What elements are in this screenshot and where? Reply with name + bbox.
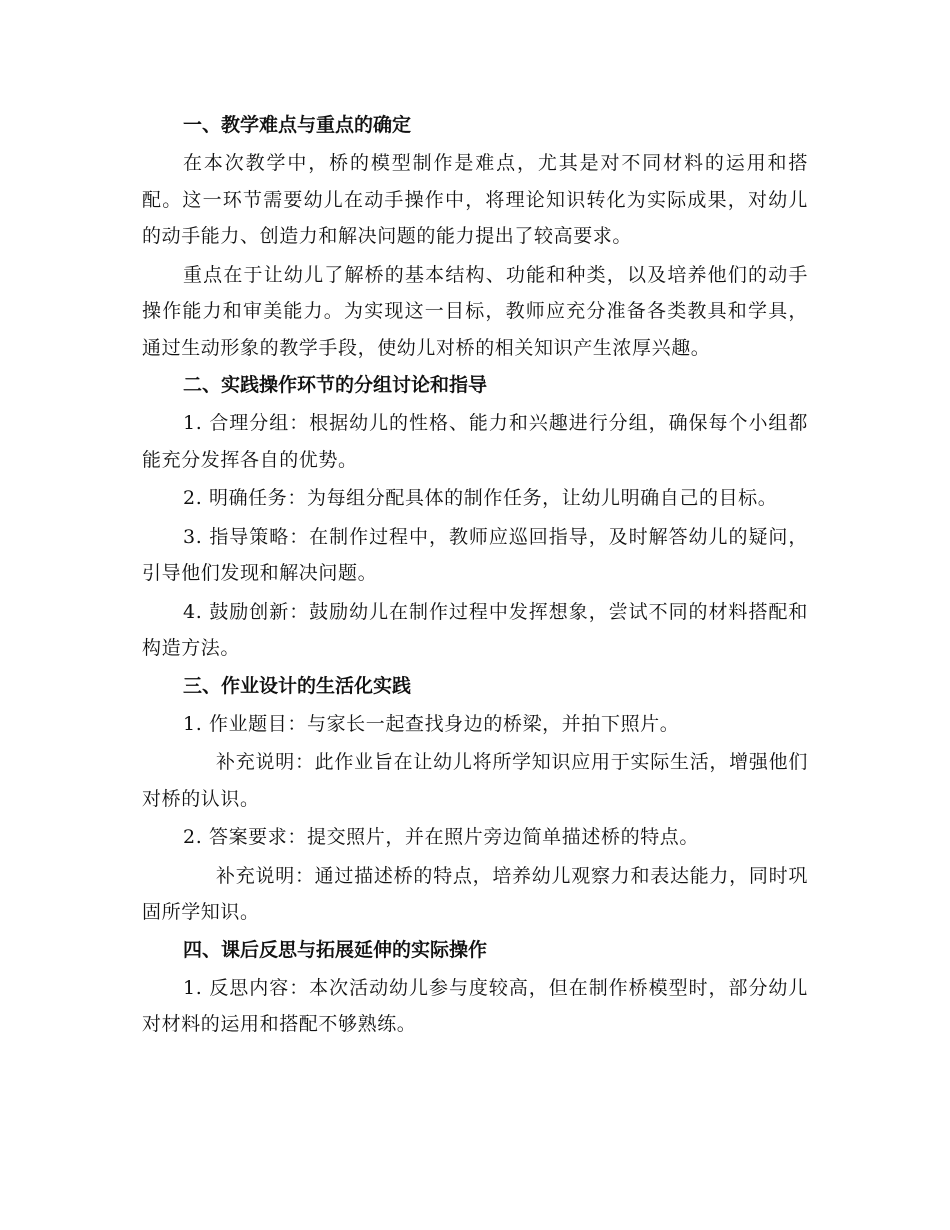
document-page xyxy=(142,108,808,1045)
list-item: 3. 指导策略：在制作过程中，教师应巡回指导，及时解答幼儿的疑问，引导他们发现和解决问题。 xyxy=(142,525,808,584)
list-item: 2. 答案要求：提交照片，并在照片旁边简单描述桥的特点。 xyxy=(183,826,699,848)
paragraph: 在本次教学中，桥的模型制作是难点，尤其是对不同材料的运用和搭配。这一环节需要幼儿在动手操作中，将理论知识转化为实际成果，对幼儿的动手能力、创造力和解决问题的能力提出了较高要求。 xyxy=(142,152,808,247)
list-item: 1. 反思内容：本次活动幼儿参与度较高，但在制作桥模型时，部分幼儿对材料的运用和搭配不够熟练。 xyxy=(142,976,808,1035)
section-heading: 三、作业设计的生活化实践 xyxy=(183,674,412,697)
supplementary-note: 补充说明：通过描述桥的特点，培养幼儿观察力和表达能力，同时巩固所学知识。 xyxy=(142,864,808,923)
list-item: 4. 鼓励创新：鼓励幼儿在制作过程中发挥想象，尝试不同的材料搭配和构造方法。 xyxy=(142,600,808,659)
section-heading: 二、实践操作环节的分组讨论和指导 xyxy=(183,374,488,396)
section-heading: 四、课后反思与拓展延伸的实际操作 xyxy=(183,938,488,961)
paragraph: 重点在于让幼儿了解桥的基本结构、功能和种类，以及培养他们的动手操作能力和审美能力。为实现这一目标，教师应充分准备各类教具和学具，通过生动形象的教学手段，使幼儿对桥的相关知识产生浓厚兴趣。 xyxy=(142,263,808,359)
list-item: 2. 明确任务：为每组分配具体的制作任务，让幼儿明确自己的目标。 xyxy=(183,487,778,509)
supplementary-note: 补充说明：此作业旨在让幼儿将所学知识应用于实际生活，增强他们对桥的认识。 xyxy=(142,751,808,810)
section-heading: 一、教学难点与重点的确定 xyxy=(183,114,412,136)
list-item: 1. 作业题目：与家长一起查找身边的桥梁，并拍下照片。 xyxy=(183,712,680,735)
list-item: 1. 合理分组：根据幼儿的性格、能力和兴趣进行分组，确保每个小组都能充分发挥各自的优势。 xyxy=(142,412,808,471)
